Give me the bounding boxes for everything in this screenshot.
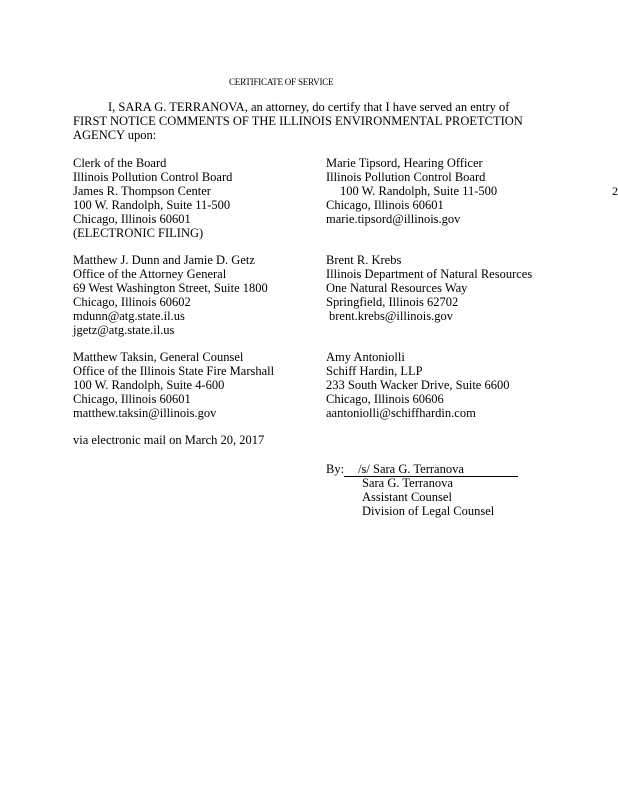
recipient-line: Matthew Taksin, General Counsel	[73, 350, 244, 364]
signer-position: Assistant Counsel	[362, 490, 452, 504]
recipient-line: Office of the Illinois State Fire Marshall	[73, 364, 275, 378]
recipient-clerk	[73, 156, 232, 240]
recipient-email[interactable]: matthew.taksin@illinois.gov	[73, 406, 217, 420]
document-title: CERTIFICATE OF SERVICE	[229, 77, 334, 87]
signer-division: Division of Legal Counsel	[362, 504, 495, 518]
recipient-email[interactable]: aantoniolli@schiffhardin.com	[326, 406, 476, 420]
recipient-line: Illinois Pollution Control Board	[73, 170, 233, 184]
recipient-line: 69 West Washington Street, Suite 1800	[73, 281, 268, 295]
intro-line-2: FIRST NOTICE COMMENTS OF THE ILLINOIS ENVIRONMENTAL PROETCTION	[73, 114, 523, 128]
electronic-signature: /s/ Sara G. Terranova	[344, 463, 518, 477]
recipient-line: One Natural Resources Way	[326, 281, 468, 295]
recipient-line: 100 W. Randolph, Suite 4-600	[73, 378, 225, 392]
stray-mark: 2	[612, 184, 618, 198]
intro-line-3: AGENCY upon:	[73, 128, 157, 142]
recipient-line: Brent R. Krebs	[326, 253, 402, 267]
recipient-email[interactable]: brent.krebs@illinois.gov	[329, 309, 453, 323]
recipient-email[interactable]: jgetz@atg.state.il.us	[73, 323, 175, 337]
recipient-line: 100 W. Randolph, Suite 11-500	[73, 198, 231, 212]
recipient-line: Springfield, Illinois 62702	[326, 295, 459, 309]
recipient-attorney-general	[73, 253, 268, 337]
recipient-line: Chicago, Illinois 60602	[73, 295, 191, 309]
recipient-email[interactable]: mdunn@atg.state.il.us	[73, 309, 185, 323]
recipient-line: Chicago, Illinois 60601	[73, 392, 191, 406]
signer-name: Sara G. Terranova	[362, 476, 453, 490]
service-method: via electronic mail on March 20, 2017	[73, 433, 265, 447]
recipient-line: Marie Tipsord, Hearing Officer	[326, 156, 483, 170]
recipient-line: Amy Antoniolli	[326, 350, 405, 364]
recipient-line: Illinois Department of Natural Resources	[326, 267, 533, 281]
recipient-line: Chicago, Illinois 60606	[326, 392, 444, 406]
recipient-line: Illinois Pollution Control Board	[326, 170, 486, 184]
recipient-line: 100 W. Randolph, Suite 11-500	[340, 184, 498, 198]
recipient-schiff-hardin	[326, 350, 509, 420]
by-label: By:	[326, 462, 345, 476]
recipient-line: Matthew J. Dunn and Jamie D. Getz	[73, 253, 255, 267]
recipient-line: Chicago, Illinois 60601	[73, 212, 191, 226]
recipient-natural-resources	[326, 253, 532, 323]
recipient-fire-marshall	[73, 350, 274, 420]
signature-line	[326, 462, 518, 477]
intro-line-1: I, SARA G. TERRANOVA, an attorney, do certify that I have served an entry of	[108, 100, 510, 114]
recipient-line: (ELECTRONIC FILING)	[73, 226, 204, 240]
recipient-line: Chicago, Illinois 60601	[326, 198, 444, 212]
recipient-line: Clerk of the Board	[73, 156, 167, 170]
recipient-email[interactable]: marie.tipsord@illinois.gov	[326, 212, 461, 226]
recipient-line: Office of the Attorney General	[73, 267, 227, 281]
recipient-line: Schiff Hardin, LLP	[326, 364, 423, 378]
recipient-line: 233 South Wacker Drive, Suite 6600	[326, 378, 510, 392]
recipient-line: James R. Thompson Center	[73, 184, 211, 198]
recipient-hearing-officer	[326, 156, 497, 226]
